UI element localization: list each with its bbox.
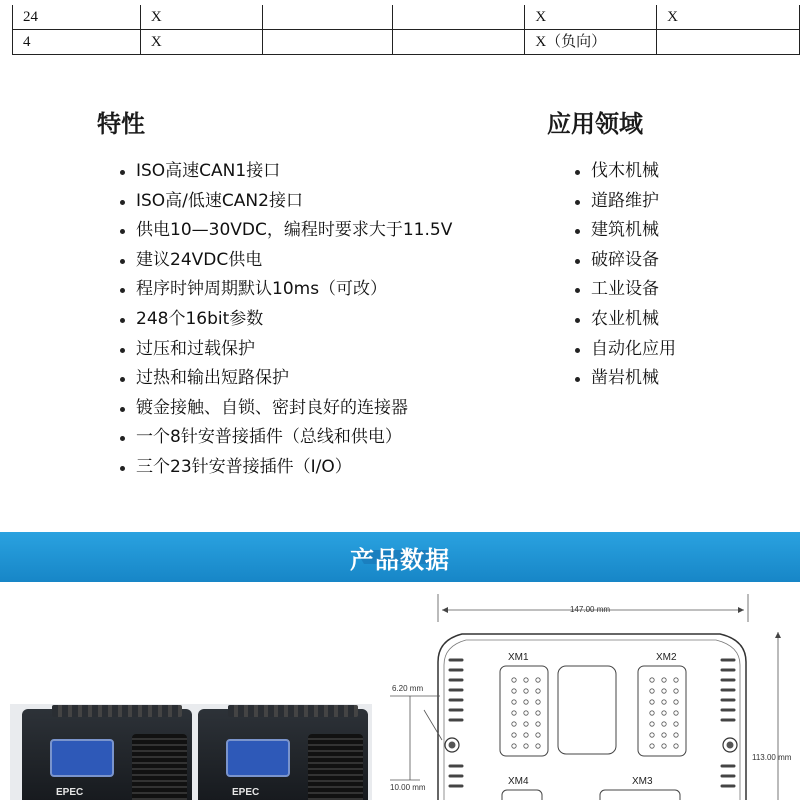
connector-pin — [536, 689, 540, 693]
connector-pin — [662, 733, 666, 737]
heatsink-fins — [52, 705, 182, 717]
applications-list — [573, 157, 676, 394]
connector-pin — [536, 744, 540, 748]
connector-pin — [650, 678, 654, 682]
connector-pin — [524, 744, 528, 748]
connector-pin — [650, 744, 654, 748]
black-connector — [132, 734, 187, 800]
black-connector — [308, 734, 363, 800]
connector-pin — [524, 733, 528, 737]
spec-table — [12, 5, 800, 55]
brand-label: EPEC — [56, 787, 84, 798]
section-title: 产品数据 — [350, 546, 450, 574]
product-photo — [10, 704, 372, 800]
connector-label: XM2 — [656, 652, 677, 663]
list-item: ISO高速CAN1接口 — [118, 157, 452, 187]
connector-pin — [536, 722, 540, 726]
brand-label: EPEC — [232, 787, 260, 798]
connector-pins — [512, 678, 540, 748]
table-cell: X — [525, 5, 657, 30]
connector-pin — [674, 689, 678, 693]
table-cell — [262, 30, 392, 55]
features-heading: 特性 — [97, 110, 145, 138]
list-item: 过压和过载保护 — [118, 335, 452, 365]
connector-pin — [524, 678, 528, 682]
arrow-icon — [775, 632, 781, 638]
connector-pin — [674, 678, 678, 682]
hole-dimension: 10.00 mm — [390, 783, 426, 792]
table-cell: X（负向） — [525, 30, 657, 55]
connector-pin — [524, 700, 528, 704]
connector-pin — [674, 733, 678, 737]
connector-label: XM4 — [508, 776, 529, 787]
connector-pin — [536, 733, 540, 737]
controller-unit — [22, 709, 192, 800]
connector-pin — [674, 711, 678, 715]
connector-pin — [650, 689, 654, 693]
table-row — [13, 5, 800, 30]
dimension-drawing — [380, 590, 800, 800]
connector-pin — [512, 744, 516, 748]
vent-slots-right — [722, 660, 734, 786]
housing-inner-outline — [444, 640, 740, 800]
connector-pin — [662, 678, 666, 682]
connector-label: XM3 — [632, 776, 653, 787]
controller-unit — [198, 709, 368, 800]
connector-label: XM1 — [508, 652, 529, 663]
table-cell: X — [140, 5, 262, 30]
list-item: ISO高/低速CAN2接口 — [118, 187, 452, 217]
connector-pin — [650, 700, 654, 704]
connector-pin — [524, 722, 528, 726]
list-item: 一个8针安普接插件（总线和供电） — [118, 423, 452, 453]
list-item: 镀金接触、自锁、密封良好的连接器 — [118, 394, 452, 424]
connector-pin — [524, 689, 528, 693]
list-item: 过热和输出短路保护 — [118, 364, 452, 394]
list-item: 凿岩机械 — [573, 364, 676, 394]
connector-pin — [512, 678, 516, 682]
list-item: 供电10—30VDC，编程时要求大于11.5V — [118, 216, 452, 246]
connector-pin — [662, 700, 666, 704]
table-row — [13, 30, 800, 55]
connector-pins — [650, 678, 678, 748]
list-item: 程序时钟周期默认10ms（可改） — [118, 275, 452, 305]
list-item: 农业机械 — [573, 305, 676, 335]
width-dimension: 147.00 mm — [570, 605, 611, 614]
list-item: 道路维护 — [573, 187, 676, 217]
mounting-hole-center — [449, 742, 456, 749]
connector-pin — [512, 733, 516, 737]
leader-line — [424, 710, 442, 740]
table-cell: 24 — [13, 5, 141, 30]
table-cell: X — [140, 30, 262, 55]
connector-pin — [674, 722, 678, 726]
connector-pin — [512, 711, 516, 715]
mounting-hole-center — [727, 742, 734, 749]
table-cell — [392, 5, 525, 30]
connector-pin — [650, 733, 654, 737]
connector-pin — [662, 711, 666, 715]
table-cell — [262, 5, 392, 30]
table-cell — [392, 30, 525, 55]
list-item: 248个16bit参数 — [118, 305, 452, 335]
list-item: 三个23针安普接插件（I/O） — [118, 453, 452, 483]
connector-pin — [662, 744, 666, 748]
list-item: 建议24VDC供电 — [118, 246, 452, 276]
connector-pin — [512, 689, 516, 693]
list-item: 工业设备 — [573, 275, 676, 305]
connector-pin — [674, 744, 678, 748]
connector-pin — [512, 722, 516, 726]
connector-pin — [536, 700, 540, 704]
vent-slots-left — [450, 660, 462, 786]
list-item: 自动化应用 — [573, 335, 676, 365]
connector-pin — [662, 722, 666, 726]
features-list — [118, 157, 452, 483]
center-connector-outline — [558, 666, 616, 754]
connector-pin — [674, 700, 678, 704]
offset-dimension: 6.20 mm — [392, 684, 424, 693]
connector-pin — [536, 711, 540, 715]
connector-pin — [512, 700, 516, 704]
table-cell: 4 — [13, 30, 141, 55]
connector-xm3-outline — [600, 790, 680, 800]
blue-connector — [50, 739, 114, 777]
list-item: 伐木机械 — [573, 157, 676, 187]
connector-pin — [650, 722, 654, 726]
height-dimension: 113.00 mm — [752, 753, 792, 762]
connector-pin — [650, 711, 654, 715]
connector-pin — [536, 678, 540, 682]
table-cell: X — [657, 5, 800, 30]
applications-heading: 应用领域 — [547, 110, 643, 138]
connector-pin — [662, 689, 666, 693]
connector-xm4-outline — [502, 790, 542, 800]
connector-pin — [524, 711, 528, 715]
list-item: 建筑机械 — [573, 216, 676, 246]
blue-connector — [226, 739, 290, 777]
heatsink-fins — [228, 705, 358, 717]
list-item: 破碎设备 — [573, 246, 676, 276]
housing-outline — [438, 634, 746, 800]
table-cell — [657, 30, 800, 55]
